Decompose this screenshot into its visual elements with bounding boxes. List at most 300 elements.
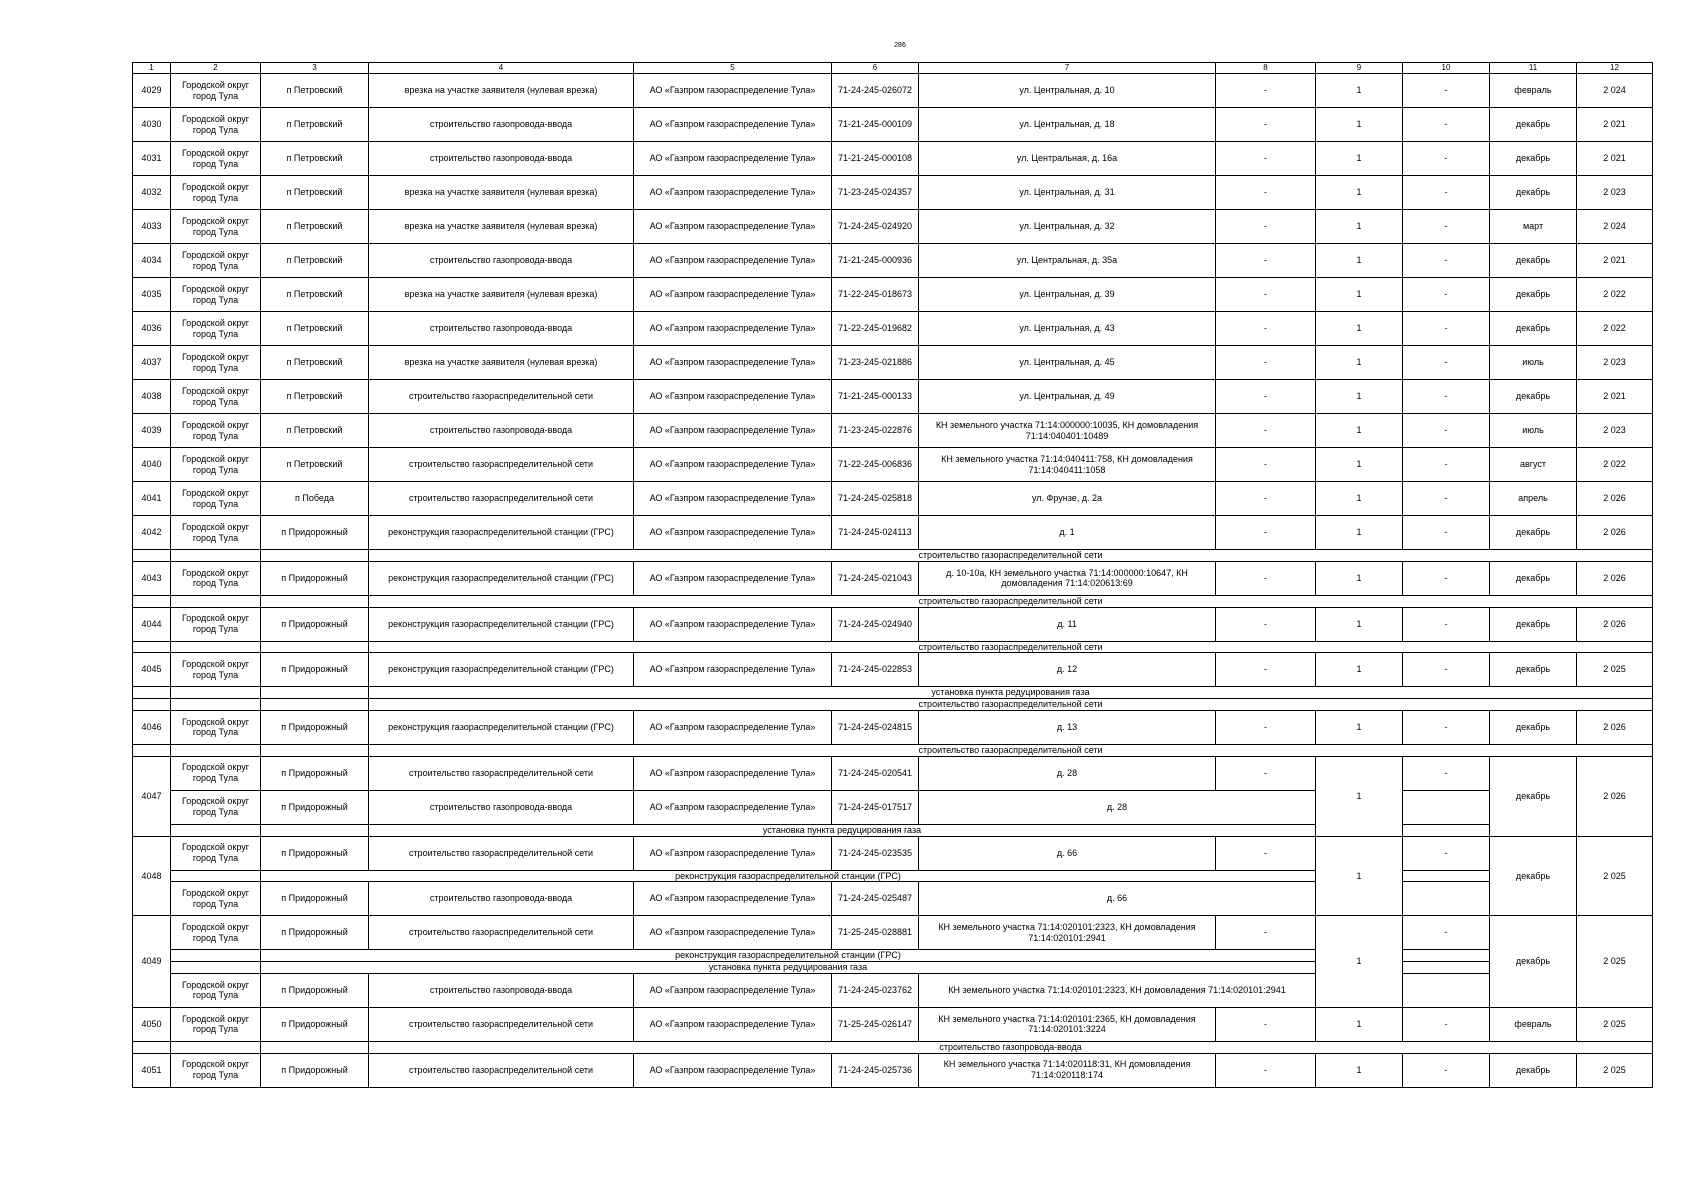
table-row [133,653,1653,687]
organization-cell: АО «Газпром газораспределение Тула» [634,74,832,108]
municipality-cell: Городской округ город Тула [171,414,261,448]
organization-cell: АО «Газпром газораспределение Тула» [634,312,832,346]
column-10-cell [1403,790,1490,824]
work-type-cell: врезка на участке заявителя (нулевая врезка) [369,74,634,108]
table-row [133,836,1653,870]
row-number: 4033 [133,210,171,244]
organization-cell: АО «Газпром газораспределение Тула» [634,836,832,870]
table-row [133,346,1653,380]
month-cell: июль [1490,414,1577,448]
column-8-cell: - [1216,710,1316,744]
row-number: 4040 [133,448,171,482]
address-cell: КН земельного участка 71:14:000000:10035, КН домовладения 71:14:040401:10489 [919,414,1216,448]
row-number: 4049 [133,916,171,1008]
column-10-cell: - [1403,346,1490,380]
sub-row [133,687,1653,699]
month-cell: декабрь [1490,380,1577,414]
table-row [133,756,1653,790]
work-type-cell: врезка на участке заявителя (нулевая врезка) [369,176,634,210]
row-number: 4037 [133,346,171,380]
municipality-cell: Городской округ город Тула [171,346,261,380]
locality-cell: п Петровский [261,380,369,414]
column-8-cell: - [1216,448,1316,482]
column-10-cell: - [1403,607,1490,641]
code-cell: 71-23-245-022876 [832,414,919,448]
organization-cell: АО «Газпром газораспределение Тула» [634,482,832,516]
month-cell: декабрь [1490,176,1577,210]
column-9-cell: 1 [1316,278,1403,312]
column-number: 9 [1316,63,1403,74]
column-9-cell: 1 [1316,380,1403,414]
work-type-cell: строительство газопровода-ввода [369,142,634,176]
work-type-cell: реконструкция газораспределительной станции (ГРС) [369,710,634,744]
year-cell: 2 026 [1577,561,1653,595]
empty-cell [261,699,369,711]
column-8-cell: - [1216,380,1316,414]
sub-work-cell: строительство газораспределительной сети [369,641,1653,653]
column-10-cell: - [1403,482,1490,516]
register-table [132,62,1653,1088]
code-cell: 71-24-245-025487 [832,882,919,916]
sub-work-cell: строительство газораспределительной сети [369,744,1653,756]
address-cell: д. 12 [919,653,1216,687]
year-cell: 2 021 [1577,142,1653,176]
table-row [133,790,1653,824]
code-cell: 71-24-245-025736 [832,1053,919,1087]
sub-row [133,699,1653,711]
empty-cell [133,744,171,756]
table-row [133,176,1653,210]
year-cell: 2 025 [1577,916,1653,1008]
column-9-cell: 1 [1316,710,1403,744]
column-9-cell: 1 [1316,244,1403,278]
column-9-cell: 1 [1316,108,1403,142]
code-cell: 71-22-245-019682 [832,312,919,346]
row-number: 4043 [133,561,171,595]
column-number: 12 [1577,63,1653,74]
table-row [133,482,1653,516]
year-cell: 2 026 [1577,756,1653,836]
column-10-cell: - [1403,380,1490,414]
column-number: 7 [919,63,1216,74]
column-8-cell: - [1216,346,1316,380]
address-cell: КН земельного участка 71:14:040411:758, КН домовладения 71:14:040411:1058 [919,448,1216,482]
month-cell: декабрь [1490,653,1577,687]
sub-work-cell: строительство газопровода-ввода [369,1041,1653,1053]
municipality-cell: Городской округ город Тула [171,244,261,278]
municipality-cell: Городской округ город Тула [171,142,261,176]
row-number: 4034 [133,244,171,278]
empty-cell [171,550,261,562]
locality-cell: п Придорожный [261,916,369,950]
empty-cell [261,641,369,653]
locality-cell: п Петровский [261,448,369,482]
month-cell: август [1490,448,1577,482]
municipality-cell: Городской округ город Тула [171,108,261,142]
address-cell: КН земельного участка 71:14:020101:2365, КН домовладения 71:14:020101:3224 [919,1007,1216,1041]
column-10-cell: - [1403,210,1490,244]
address-cell: ул. Центральная, д. 16а [919,142,1216,176]
column-9-cell: 1 [1316,74,1403,108]
organization-cell: АО «Газпром газораспределение Тула» [634,210,832,244]
address-cell: ул. Центральная, д. 43 [919,312,1216,346]
locality-cell: п Петровский [261,346,369,380]
table-row [133,142,1653,176]
work-type-cell: врезка на участке заявителя (нулевая врезка) [369,210,634,244]
column-9-cell: 1 [1316,836,1403,916]
sub-row [133,962,1653,974]
column-10-cell: - [1403,74,1490,108]
column-10-cell: - [1403,836,1490,870]
column-number: 2 [171,63,261,74]
column-9-cell: 1 [1316,210,1403,244]
municipality-cell: Городской округ город Тула [171,790,261,824]
address-cell: д. 13 [919,710,1216,744]
organization-cell: АО «Газпром газораспределение Тула» [634,244,832,278]
work-type-cell: реконструкция газораспределительной станции (ГРС) [369,607,634,641]
sub-work-cell: строительство газораспределительной сети [369,595,1653,607]
column-9-cell: 1 [1316,312,1403,346]
empty-cell [171,699,261,711]
municipality-cell: Городской округ город Тула [171,1053,261,1087]
empty-cell [261,595,369,607]
table-row [133,210,1653,244]
address-cell: д. 1 [919,516,1216,550]
empty-cell [1403,962,1490,974]
empty-cell [171,641,261,653]
year-cell: 2 026 [1577,482,1653,516]
code-cell: 71-24-245-024940 [832,607,919,641]
empty-cell [171,687,261,699]
column-10-cell: - [1403,1053,1490,1087]
month-cell: декабрь [1490,516,1577,550]
locality-cell: п Петровский [261,312,369,346]
column-8-cell: - [1216,516,1316,550]
column-9-cell: 1 [1316,448,1403,482]
municipality-cell: Городской округ город Тула [171,516,261,550]
year-cell: 2 025 [1577,1053,1653,1087]
table-row [133,516,1653,550]
municipality-cell: Городской округ город Тула [171,653,261,687]
table-row [133,882,1653,916]
sub-work-cell: строительство газораспределительной сети [369,699,1653,711]
code-cell: 71-25-245-028881 [832,916,919,950]
month-cell: декабрь [1490,607,1577,641]
address-cell: д. 66 [919,836,1216,870]
address-cell: ул. Фрунзе, д. 2а [919,482,1216,516]
code-cell: 71-24-245-022853 [832,653,919,687]
code-cell: 71-21-245-000109 [832,108,919,142]
address-cell: д. 66 [919,882,1316,916]
organization-cell: АО «Газпром газораспределение Тула» [634,448,832,482]
sub-work-cell: реконструкция газораспределительной станции (ГРС) [261,870,1316,882]
address-cell: ул. Центральная, д. 32 [919,210,1216,244]
work-type-cell: строительство газопровода-ввода [369,312,634,346]
work-type-cell: строительство газораспределительной сети [369,448,634,482]
year-cell: 2 024 [1577,210,1653,244]
empty-cell [171,870,261,882]
work-type-cell: строительство газораспределительной сети [369,482,634,516]
table-row [133,380,1653,414]
locality-cell: п Придорожный [261,756,369,790]
code-cell: 71-24-245-017517 [832,790,919,824]
year-cell: 2 025 [1577,653,1653,687]
locality-cell: п Придорожный [261,1053,369,1087]
table-row [133,448,1653,482]
empty-cell [261,1041,369,1053]
month-cell: декабрь [1490,836,1577,916]
column-9-cell: 1 [1316,607,1403,641]
month-cell: декабрь [1490,561,1577,595]
empty-cell [133,595,171,607]
table-row [133,916,1653,950]
column-8-cell: - [1216,176,1316,210]
organization-cell: АО «Газпром газораспределение Тула» [634,916,832,950]
sub-row [133,824,1653,836]
empty-cell [133,1041,171,1053]
address-cell: д. 10-10а, КН земельного участка 71:14:000000:10647, КН домовладения 71:14:020613:69 [919,561,1216,595]
code-cell: 71-23-245-024357 [832,176,919,210]
empty-cell [171,824,261,836]
column-8-cell: - [1216,142,1316,176]
year-cell: 2 025 [1577,1007,1653,1041]
code-cell: 71-23-245-021886 [832,346,919,380]
month-cell: декабрь [1490,108,1577,142]
row-number: 4031 [133,142,171,176]
municipality-cell: Городской округ город Тула [171,278,261,312]
month-cell: февраль [1490,1007,1577,1041]
column-10-cell: - [1403,176,1490,210]
table-row [133,244,1653,278]
work-type-cell: врезка на участке заявителя (нулевая врезка) [369,278,634,312]
work-type-cell: строительство газопровода-ввода [369,790,634,824]
municipality-cell: Городской округ город Тула [171,882,261,916]
locality-cell: п Петровский [261,108,369,142]
column-10-cell: - [1403,756,1490,790]
code-cell: 71-24-245-020541 [832,756,919,790]
organization-cell: АО «Газпром газораспределение Тула» [634,790,832,824]
code-cell: 71-24-245-023535 [832,836,919,870]
month-cell: декабрь [1490,244,1577,278]
empty-cell [261,824,369,836]
address-cell: д. 28 [919,790,1316,824]
column-8-cell: - [1216,653,1316,687]
column-number: 3 [261,63,369,74]
work-type-cell: строительство газопровода-ввода [369,244,634,278]
sub-row [133,595,1653,607]
municipality-cell: Городской округ город Тула [171,1007,261,1041]
address-cell: ул. Центральная, д. 18 [919,108,1216,142]
year-cell: 2 024 [1577,74,1653,108]
row-number: 4036 [133,312,171,346]
column-9-cell: 1 [1316,414,1403,448]
column-8-cell: - [1216,916,1316,950]
year-cell: 2 023 [1577,414,1653,448]
column-number: 5 [634,63,832,74]
column-9-cell: 1 [1316,1053,1403,1087]
work-type-cell: строительство газораспределительной сети [369,836,634,870]
column-number: 4 [369,63,634,74]
table-row [133,1053,1653,1087]
column-8-cell: - [1216,482,1316,516]
table-row [133,414,1653,448]
organization-cell: АО «Газпром газораспределение Тула» [634,607,832,641]
table-row [133,74,1653,108]
organization-cell: АО «Газпром газораспределение Тула» [634,710,832,744]
sub-work-cell: реконструкция газораспределительной станции (ГРС) [261,950,1316,962]
row-number: 4046 [133,710,171,744]
municipality-cell: Городской округ город Тула [171,561,261,595]
locality-cell: п Победа [261,482,369,516]
column-number: 11 [1490,63,1577,74]
month-cell: декабрь [1490,142,1577,176]
month-cell: декабрь [1490,756,1577,836]
empty-cell [1403,973,1490,1007]
code-cell: 71-21-245-000108 [832,142,919,176]
table-row [133,561,1653,595]
column-10-cell: - [1403,516,1490,550]
municipality-cell: Городской округ город Тула [171,312,261,346]
year-cell: 2 021 [1577,380,1653,414]
column-10-cell: - [1403,142,1490,176]
work-type-cell: строительство газораспределительной сети [369,756,634,790]
column-10-cell: - [1403,312,1490,346]
column-8-cell: - [1216,210,1316,244]
column-8-cell: - [1216,607,1316,641]
table-row [133,108,1653,142]
empty-cell [1403,824,1490,836]
locality-cell: п Петровский [261,74,369,108]
work-type-cell: строительство газопровода-ввода [369,108,634,142]
sub-work-cell: строительство газораспределительной сети [369,550,1653,562]
month-cell: декабрь [1490,278,1577,312]
municipality-cell: Городской округ город Тула [171,973,261,1007]
column-10-cell: - [1403,916,1490,950]
month-cell: июль [1490,346,1577,380]
column-9-cell: 1 [1316,176,1403,210]
row-number: 4035 [133,278,171,312]
month-cell: декабрь [1490,916,1577,1008]
year-cell: 2 023 [1577,176,1653,210]
row-number: 4030 [133,108,171,142]
address-cell: д. 11 [919,607,1216,641]
column-number: 6 [832,63,919,74]
column-9-cell: 1 [1316,142,1403,176]
municipality-cell: Городской округ город Тула [171,836,261,870]
empty-cell [1403,870,1490,882]
code-cell: 71-25-245-026147 [832,1007,919,1041]
column-8-cell: - [1216,836,1316,870]
year-cell: 2 021 [1577,244,1653,278]
empty-cell [261,550,369,562]
row-number: 4047 [133,756,171,836]
organization-cell: АО «Газпром газораспределение Тула» [634,973,832,1007]
municipality-cell: Городской округ город Тула [171,210,261,244]
code-cell: 71-24-245-021043 [832,561,919,595]
organization-cell: АО «Газпром газораспределение Тула» [634,756,832,790]
locality-cell: п Петровский [261,142,369,176]
column-8-cell: - [1216,756,1316,790]
year-cell: 2 022 [1577,278,1653,312]
address-cell: ул. Центральная, д. 35а [919,244,1216,278]
column-8-cell: - [1216,312,1316,346]
municipality-cell: Городской округ город Тула [171,756,261,790]
table-row [133,312,1653,346]
address-cell: д. 28 [919,756,1216,790]
work-type-cell: врезка на участке заявителя (нулевая врезка) [369,346,634,380]
organization-cell: АО «Газпром газораспределение Тула» [634,346,832,380]
year-cell: 2 026 [1577,710,1653,744]
code-cell: 71-22-245-006836 [832,448,919,482]
empty-cell [171,595,261,607]
row-number: 4029 [133,74,171,108]
row-number: 4038 [133,380,171,414]
code-cell: 71-24-245-026072 [832,74,919,108]
work-type-cell: строительство газопровода-ввода [369,882,634,916]
row-number: 4050 [133,1007,171,1041]
column-8-cell: - [1216,74,1316,108]
column-number: 8 [1216,63,1316,74]
address-cell: КН земельного участка 71:14:020118:31, КН домовладения 71:14:020118:174 [919,1053,1216,1087]
month-cell: март [1490,210,1577,244]
column-number: 1 [133,63,171,74]
municipality-cell: Городской округ город Тула [171,482,261,516]
locality-cell: п Петровский [261,244,369,278]
row-number: 4042 [133,516,171,550]
column-9-cell: 1 [1316,653,1403,687]
column-8-cell: - [1216,1053,1316,1087]
empty-cell [171,744,261,756]
sub-row [133,641,1653,653]
column-10-cell: - [1403,244,1490,278]
work-type-cell: строительство газопровода-ввода [369,973,634,1007]
sub-row [133,1041,1653,1053]
locality-cell: п Петровский [261,176,369,210]
month-cell: февраль [1490,74,1577,108]
column-number: 10 [1403,63,1490,74]
empty-cell [171,950,261,962]
locality-cell: п Придорожный [261,607,369,641]
municipality-cell: Городской округ город Тула [171,380,261,414]
empty-cell [261,687,369,699]
locality-cell: п Придорожный [261,1007,369,1041]
sub-row [133,870,1653,882]
address-cell: ул. Центральная, д. 10 [919,74,1216,108]
empty-cell [171,1041,261,1053]
work-type-cell: строительство газораспределительной сети [369,916,634,950]
sub-work-cell: установка пункта редуцирования газа [369,824,1316,836]
organization-cell: АО «Газпром газораспределение Тула» [634,516,832,550]
organization-cell: АО «Газпром газораспределение Тула» [634,278,832,312]
column-10-cell: - [1403,414,1490,448]
code-cell: 71-24-245-024920 [832,210,919,244]
column-10-cell: - [1403,710,1490,744]
column-8-cell: - [1216,1007,1316,1041]
column-10-cell: - [1403,653,1490,687]
year-cell: 2 022 [1577,312,1653,346]
empty-cell [133,550,171,562]
code-cell: 71-22-245-018673 [832,278,919,312]
locality-cell: п Петровский [261,414,369,448]
year-cell: 2 023 [1577,346,1653,380]
municipality-cell: Городской округ город Тула [171,74,261,108]
column-10-cell: - [1403,561,1490,595]
empty-cell [261,744,369,756]
work-type-cell: строительство газопровода-ввода [369,414,634,448]
column-number-row [133,63,1653,74]
table-row [133,710,1653,744]
locality-cell: п Придорожный [261,790,369,824]
